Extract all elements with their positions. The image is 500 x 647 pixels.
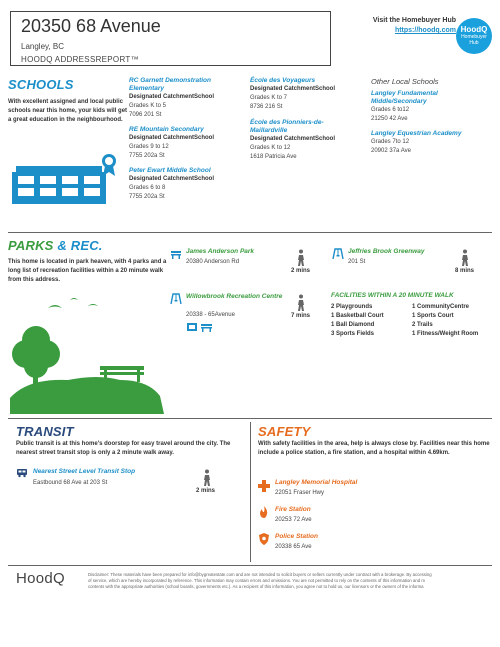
facilities-left-list xyxy=(331,303,384,339)
school-address: 7096 201 St xyxy=(129,112,162,118)
list-item[interactable] xyxy=(371,130,495,156)
school-grades: Grades 9 to 12 xyxy=(129,144,169,150)
disclaimer xyxy=(88,572,498,590)
hub-logo-sub: Homebuyer Hub xyxy=(461,34,487,46)
list-item[interactable] xyxy=(371,90,495,124)
park-address: 20380 Anderson Rd xyxy=(186,259,240,265)
hoodq-hub-logo[interactable] xyxy=(456,18,492,54)
transit-title: TRANSIT xyxy=(16,424,74,439)
school-grades: Grades K to 5 xyxy=(129,103,167,109)
safety-description: With safety facilities in the area, help is always close by. Facilities near this home include a police station, a fire station, and a hospital within 4.69km. xyxy=(258,441,490,456)
school-address: 7755 202a St xyxy=(129,194,165,200)
recreation-centre-icon xyxy=(170,293,182,305)
safety-title: SAFETY xyxy=(258,424,311,439)
divider xyxy=(8,565,492,566)
school-address: 8736 216 St xyxy=(250,104,283,110)
city-label: Langley, BC xyxy=(21,42,64,51)
walk-time: 2 mins xyxy=(196,488,216,494)
safety-address: 22051 Fraser Hwy xyxy=(275,490,325,496)
school-grades: Grades 7to 12 xyxy=(371,139,410,145)
list-item: 1 Basketball Court xyxy=(331,313,384,319)
park-illustration-icon xyxy=(8,296,168,414)
list-item: 3 Sports Fields xyxy=(331,331,375,337)
safety-address: 20338 65 Ave xyxy=(275,544,312,550)
school-address: 21250 42 Ave xyxy=(371,116,408,122)
school-type: Designated CatchmentSchool xyxy=(250,136,336,142)
school-grades: Grades 6 to12 xyxy=(371,107,410,113)
park-address: 20338 - 65Avenue xyxy=(186,312,235,318)
school-type: Designated CatchmentSchool xyxy=(129,94,215,100)
school-name[interactable]: Langley Fundamental Middle/Secondary xyxy=(371,90,438,105)
school-list-col1 xyxy=(129,77,247,202)
list-item: 1 CommunityCentre xyxy=(412,304,470,310)
school-type: Designated CatchmentSchool xyxy=(129,176,215,182)
school-name[interactable]: Langley Equestrian Academy xyxy=(371,130,462,137)
school-list-col3 xyxy=(371,77,495,156)
hub-logo-brand: HoodQ xyxy=(460,25,488,34)
school-name[interactable]: RE Mountain Secondary xyxy=(129,126,204,133)
list-item[interactable] xyxy=(129,126,247,161)
report-label: HOODQ ADDRESSREPORT™ xyxy=(21,55,139,64)
school-grades: Grades 6 to 8 xyxy=(129,185,166,191)
footer-logo: HoodQ xyxy=(16,570,66,587)
list-item[interactable] xyxy=(250,77,362,112)
list-item[interactable] xyxy=(129,77,247,120)
bus-icon xyxy=(16,468,28,478)
list-item: 2 Trails xyxy=(412,322,433,328)
safety-name[interactable]: Fire Station xyxy=(275,506,311,513)
playground-swing-icon xyxy=(332,248,344,260)
divider xyxy=(8,232,492,233)
other-schools-title: Other Local Schools xyxy=(371,77,439,86)
school-name[interactable]: Peter Ewart Middle School xyxy=(129,167,211,174)
address-title: 20350 68 Avenue xyxy=(21,16,161,36)
safety-name[interactable]: Police Station xyxy=(275,533,318,540)
list-item[interactable] xyxy=(250,119,362,162)
park-address: 201 St xyxy=(348,259,366,265)
hub-link[interactable]: https://hoodq.com xyxy=(394,27,456,34)
walking-person-icon xyxy=(294,249,308,267)
walking-person-icon xyxy=(294,294,308,312)
school-grades: Grades K to 12 xyxy=(250,145,291,151)
school-building-icon xyxy=(10,148,128,206)
list-item: 2 Playgrounds xyxy=(331,304,373,310)
transit-stop-name[interactable]: Nearest Street Level Transit Stop xyxy=(33,468,136,475)
park-name[interactable]: James Anderson Park xyxy=(186,248,255,255)
park-bench-icon xyxy=(170,248,182,260)
school-type: Designated CatchmentSchool xyxy=(250,86,336,92)
walk-time: 2 mins xyxy=(291,268,311,274)
school-list-col2 xyxy=(250,77,362,162)
parks-title-a: PARKS xyxy=(8,238,54,253)
safety-name[interactable]: Langley Memorial Hospital xyxy=(275,479,358,486)
list-item: 1 Sports Court xyxy=(412,313,454,319)
schools-description: With excellent assigned and local public schools near this home, your kids will get a great education in the neighbourhood. xyxy=(8,99,128,123)
parks-title-b: & REC. xyxy=(57,238,103,253)
divider xyxy=(8,418,492,419)
hub-label: Visit the Homebuyer Hub xyxy=(372,17,456,24)
walking-person-icon xyxy=(458,249,472,267)
park-name[interactable]: Willowbrook Recreation Centre xyxy=(186,293,283,300)
list-item: 1 Fitness/Weight Room xyxy=(412,331,479,337)
school-address: 20902 37a Ave xyxy=(371,148,411,154)
school-type: Designated CatchmentSchool xyxy=(129,135,215,141)
parks-title xyxy=(8,238,103,253)
transit-stop-address: Eastbound 68 Ave at 203 St xyxy=(33,480,108,486)
divider xyxy=(250,422,251,562)
school-address: 1618 Patricia Ave xyxy=(250,154,297,160)
walk-time: 8 mins xyxy=(455,268,475,274)
transit-description: Public transit is at this home's doorstep for easy travel around the city. The nearest street transit stop is only a 2 minute walk away. xyxy=(16,441,231,456)
school-grades: Grades K to 7 xyxy=(250,95,288,101)
school-name[interactable]: École des Pionniers-de-Maillardville xyxy=(250,119,324,134)
list-item[interactable] xyxy=(129,167,247,202)
police-badge-icon xyxy=(259,533,269,545)
facilities-title: FACILITIES WITHIN A 20 MINUTE WALK xyxy=(331,292,454,299)
list-item: 1 Ball Diamond xyxy=(331,322,375,328)
school-name[interactable]: RC Garnett Demonstration Elementary xyxy=(129,77,211,92)
school-name[interactable]: École des Voyageurs xyxy=(250,77,316,84)
disclaimer-line: contents with the appropriate authorities (school boards, governments etc.). As a recipient of this information, you agree not to hold us, our licensors or the owners of the informa xyxy=(88,584,424,589)
school-address: 7755 202a St xyxy=(129,153,165,159)
safety-address: 20253 72 Ave xyxy=(275,517,312,523)
hospital-cross-icon xyxy=(258,480,270,492)
parks-description: This home is located in park heaven, with 4 parks and a long list of recreation facilities within a 20 minute walk from this address. xyxy=(8,259,167,283)
address-header xyxy=(10,11,331,66)
disclaimer-line: of service, which are hereby incorporated by reference. This information may contain errors and omissions. You are not permitted to rely on the contents of this information and m xyxy=(88,578,425,583)
fire-icon xyxy=(259,506,269,518)
disclaimer-line: Disclaimer: These materials have been prepared for info@bygreatestate.com and are not intended to solicit buyers or sellers currently under contract with a brokerage. By accessing xyxy=(88,572,432,577)
facilities-right-list xyxy=(412,303,478,339)
schools-title: SCHOOLS xyxy=(8,77,74,92)
facility-icons xyxy=(186,322,214,332)
walking-person-icon xyxy=(200,469,214,487)
walk-time: 7 mins xyxy=(291,313,311,319)
park-name[interactable]: Jeffries Brook Greenway xyxy=(348,248,425,255)
